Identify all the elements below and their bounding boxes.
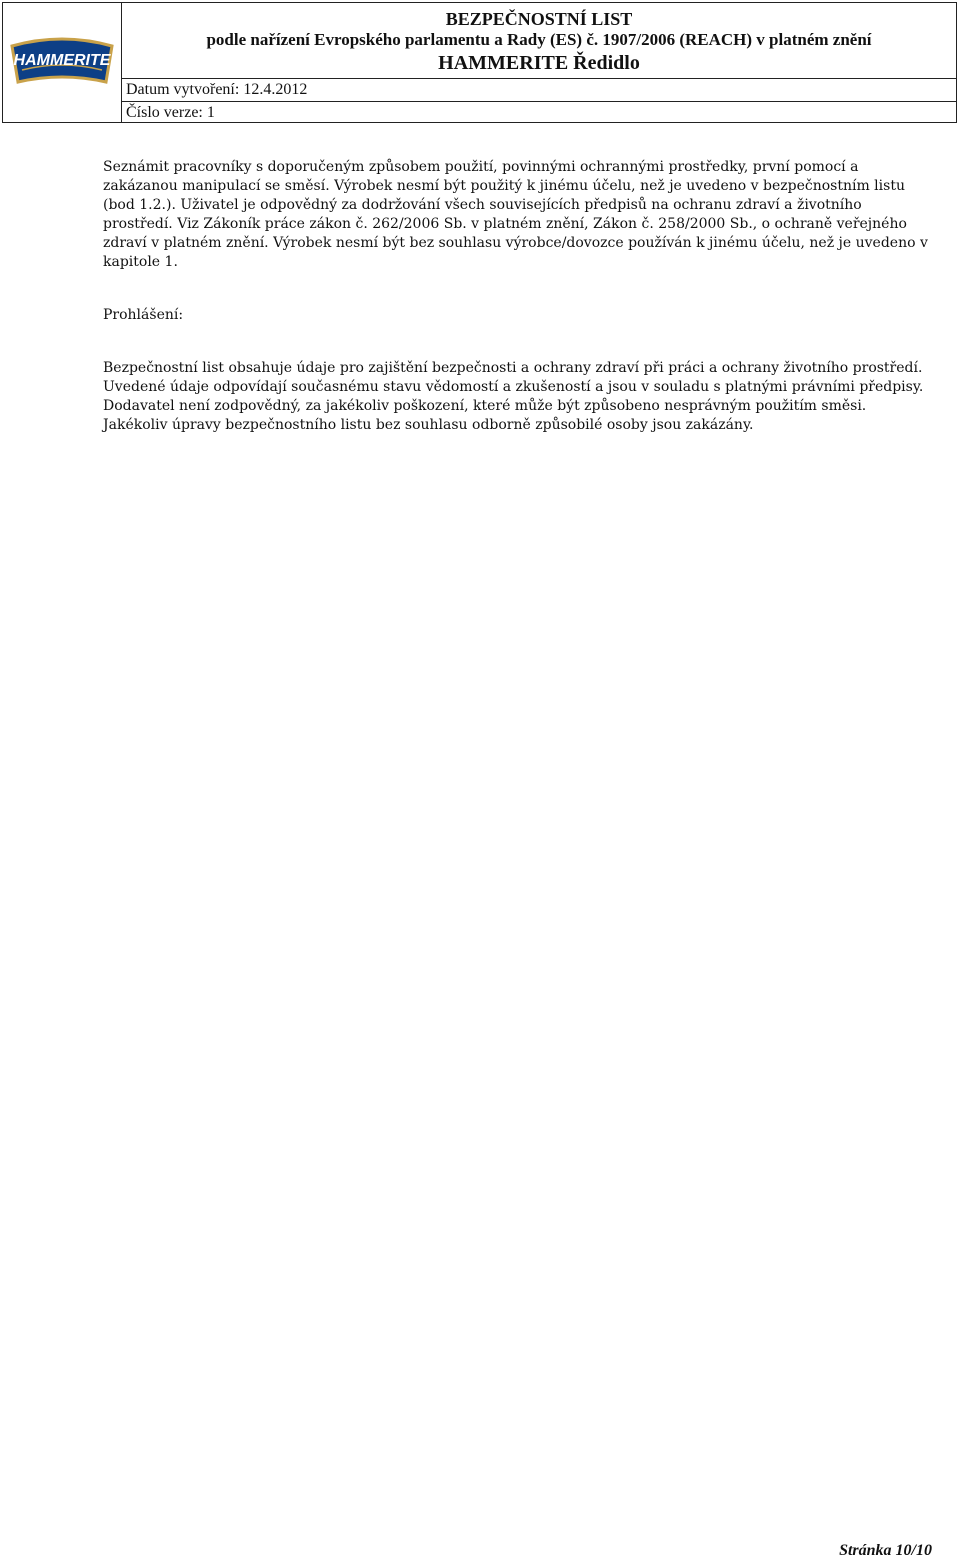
document-body — [103, 158, 933, 435]
page-number: Stránka 10/10 — [839, 1542, 932, 1559]
creation-date: Datum vytvoření: 12.4.2012 — [122, 79, 956, 102]
title-cell — [122, 3, 956, 79]
version-number: Číslo verze: 1 — [126, 104, 215, 121]
regulation-subtitle: podle nařízení Evropského parlamentu a Rady (ES) č. 1907/2006 (REACH) v platném znění — [206, 30, 872, 49]
product-name: HAMMERITE Ředidlo — [438, 52, 640, 74]
hammerite-logo — [8, 36, 116, 90]
svg-text:HAMMERITE: HAMMERITE — [13, 51, 111, 69]
logo-cell — [3, 3, 122, 122]
document-title: BEZPEČNOSTNÍ LIST — [445, 9, 633, 29]
declaration-heading: Prohlášení: — [103, 307, 184, 323]
paragraph-usage: Seznámit pracovníky s doporučeným způsobem použití, povinnými ochrannými prostředky, první pomocí a zakázanou manipulací se směsí. Výrobek nesmí být použitý k jinému účelu, než je uvedeno v bezpečnostním listu (bod 1.2.). Uživatel je odpovědný za dodržování všech souvisejících předpisů na ochranu zdraví a životního prostředí. Viz Zákoník práce zákon č. 262/2006 Sb. v platném znění, Zákon č. 258/2000 Sb., o ochraně veřejného zdraví v platném znění. Výrobek nesmí být bez souhlasu výrobce/dovozce používán k jinému účelu, než je uvedeno v kapitole 1. — [103, 159, 928, 270]
paragraph-declaration: Bezpečnostní list obsahuje údaje pro zajištění bezpečnosti a ochrany zdraví při práci a ochrany životního prostředí. Uvedené údaje odpovídají současnému stavu vědomostí a zkušeností a jsou v souladu s platnými právními předpisy. Dodavatel není zodpovědný, za jakékoliv poškození, které může být způsobeno nesprávným použitím směsi. Jakékoliv úpravy bezpečnostního listu bez souhlasu odborně způsobilé osoby jsou zakázány. — [103, 360, 924, 433]
document-header — [2, 2, 957, 123]
